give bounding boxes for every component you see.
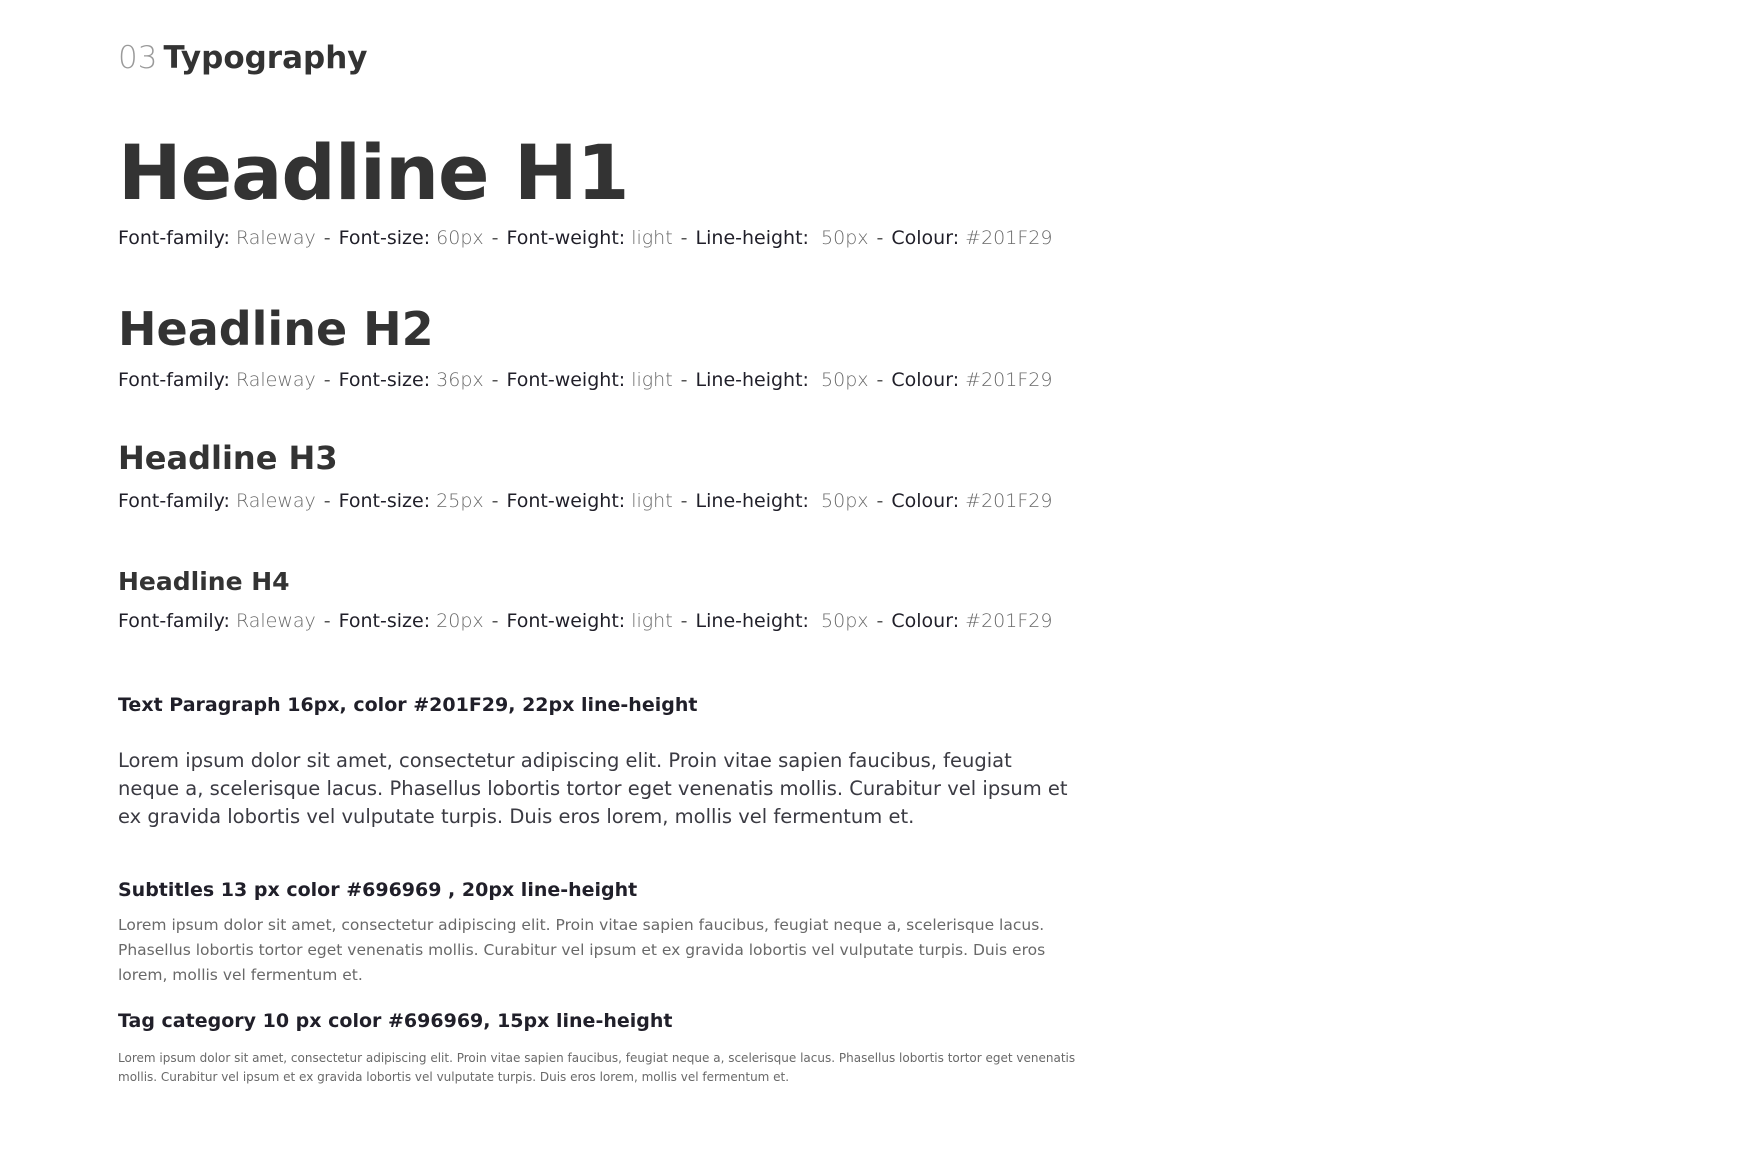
spec-value: 25px [436, 490, 484, 512]
spec-separator: - [680, 490, 688, 512]
spec-key: Font-size: [338, 610, 431, 632]
spec-value: 50px [821, 227, 869, 249]
spec-separator: - [876, 490, 884, 512]
spec-value: #201F29 [965, 490, 1053, 512]
spec-value: 50px [821, 369, 869, 391]
tag-category-sample: Lorem ipsum dolor sit amet, consectetur adipiscing elit. Proin vitae sapien faucibus, feugiat neque a, scelerisque lacus. Phasellus lobortis tortor eget venenatis mollis. Curabitur vel ipsum et ex gravida lobortis vel vulputate turpis. Duis eros lorem, mollis vel fermentum et. [118, 1051, 1076, 1084]
spec-key: Colour: [891, 369, 960, 391]
spec-separator: - [323, 369, 331, 391]
spec-value: #201F29 [965, 227, 1053, 249]
spec-key: Font-weight: [506, 490, 626, 512]
spec-value: #201F29 [965, 610, 1053, 632]
section-title [118, 38, 367, 78]
headline-h1-sample: Headline H1 [118, 128, 629, 217]
spec-key: Colour: [891, 227, 960, 249]
spec-separator: - [491, 369, 499, 391]
spec-key: Font-weight: [506, 227, 626, 249]
spec-key: Line-height: [695, 610, 809, 632]
spec-value: light [631, 490, 673, 512]
spec-key: Line-height: [695, 227, 809, 249]
spec-value: Raleway [235, 369, 316, 391]
headline-h3-sample: Headline H3 [118, 439, 338, 477]
subtitle-style-label: Subtitles 13 px color #696969 , 20px line-height [118, 879, 638, 901]
spec-key: Font-size: [338, 490, 431, 512]
tag-category-style-label: Tag category 10 px color #696969, 15px line-height [118, 1010, 673, 1032]
spec-separator: - [876, 610, 884, 632]
spec-separator: - [876, 369, 884, 391]
spec-separator: - [680, 610, 688, 632]
spec-separator: - [323, 490, 331, 512]
spec-separator: - [491, 490, 499, 512]
spec-value: light [631, 227, 673, 249]
paragraph-sample: Lorem ipsum dolor sit amet, consectetur adipiscing elit. Proin vitae sapien faucibus, feugiat neque a, scelerisque lacus. Phasellus lobortis tortor eget venenatis mollis. Curabitur vel ipsum et ex gravida lobortis vel vulputate turpis. Duis eros lorem, mollis vel fermentum et. [118, 749, 1068, 828]
spec-value: 36px [436, 369, 484, 391]
headline-h4-sample: Headline H4 [118, 567, 290, 596]
spec-key: Font-family: [118, 227, 230, 249]
spec-key: Font-size: [338, 369, 431, 391]
spec-key: Line-height: [695, 369, 809, 391]
headline-h4-spec [118, 608, 1052, 634]
spec-value: 20px [436, 610, 484, 632]
spec-key: Font-weight: [506, 369, 626, 391]
spec-key: Font-family: [118, 490, 230, 512]
spec-value: light [631, 610, 673, 632]
spec-value: 50px [821, 490, 869, 512]
section-name: Typography [163, 40, 368, 76]
spec-separator: - [323, 227, 331, 249]
headline-h2-sample: Headline H2 [118, 302, 434, 356]
spec-value: 50px [821, 610, 869, 632]
spec-separator: - [680, 227, 688, 249]
spec-separator: - [491, 610, 499, 632]
spec-separator: - [680, 369, 688, 391]
section-number: 03 [118, 40, 158, 76]
spec-separator: - [323, 610, 331, 632]
spec-key: Line-height: [695, 490, 809, 512]
spec-key: Font-family: [118, 610, 230, 632]
spec-value: #201F29 [965, 369, 1053, 391]
spec-value: 60px [436, 227, 484, 249]
spec-key: Font-family: [118, 369, 230, 391]
headline-h1-spec [118, 225, 1052, 251]
spec-separator: - [876, 227, 884, 249]
spec-key: Colour: [891, 610, 960, 632]
spec-key: Font-weight: [506, 610, 626, 632]
spec-key: Font-size: [338, 227, 431, 249]
spec-value: light [631, 369, 673, 391]
subtitle-sample: Lorem ipsum dolor sit amet, consectetur adipiscing elit. Proin vitae sapien faucibus, feugiat neque a, scelerisque lacus. Phasellus lobortis tortor eget venenatis mollis. Curabitur vel ipsum et ex gravida lobortis vel vulputate turpis. Duis eros lorem, mollis vel fermentum et. [118, 916, 1046, 984]
spec-value: Raleway [235, 610, 316, 632]
headline-h2-spec [118, 367, 1052, 393]
spec-key: Colour: [891, 490, 960, 512]
spec-value: Raleway [235, 490, 316, 512]
spec-separator: - [491, 227, 499, 249]
spec-value: Raleway [235, 227, 316, 249]
headline-h3-spec [118, 488, 1052, 514]
paragraph-style-label: Text Paragraph 16px, color #201F29, 22px line-height [118, 694, 698, 716]
